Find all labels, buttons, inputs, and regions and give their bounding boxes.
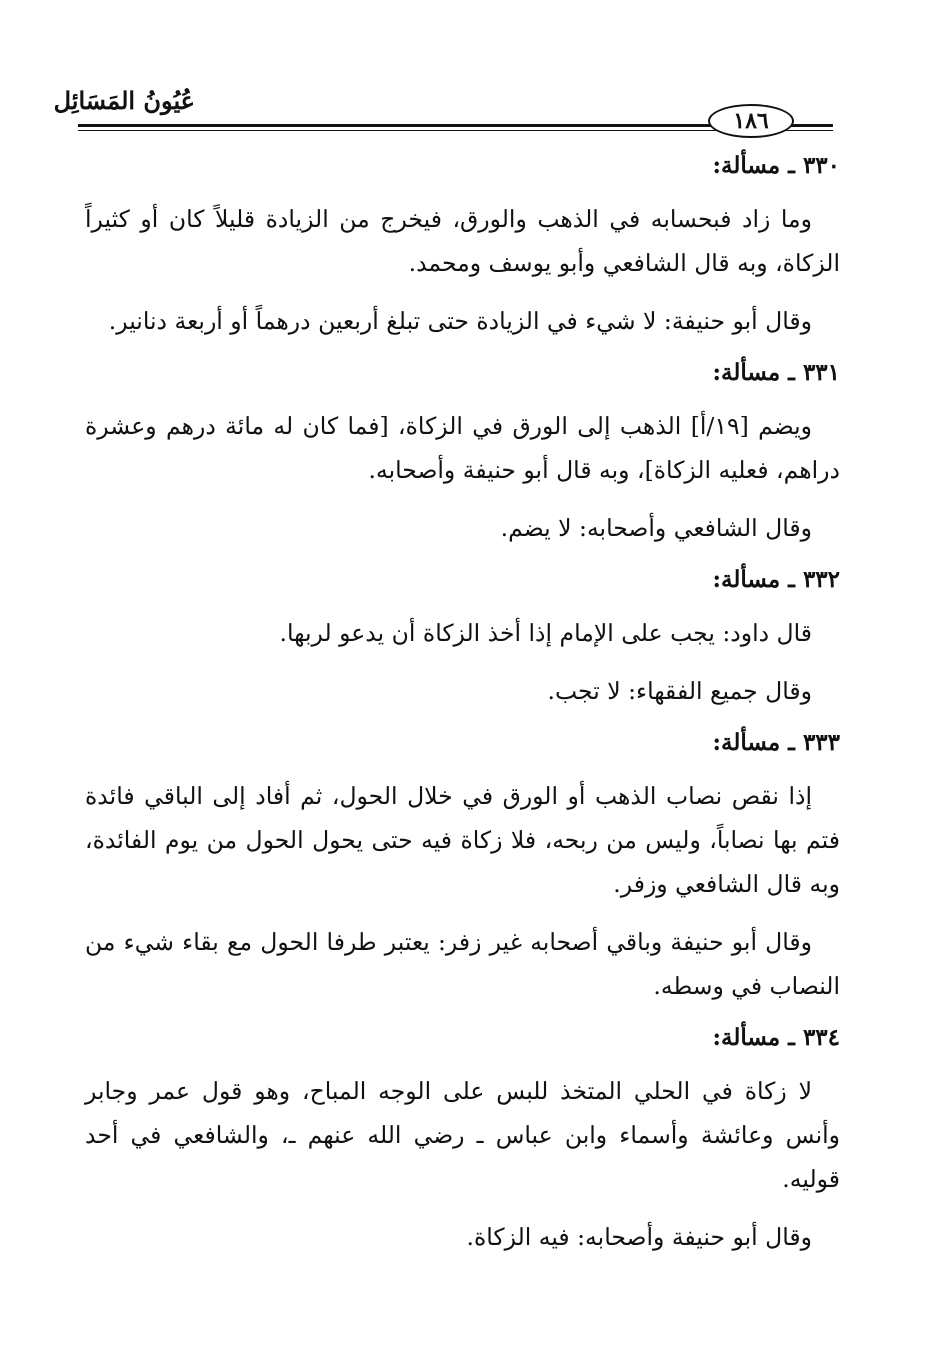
- paragraph: وقال أبو حنيفة وأصحابه: فيه الزكاة.: [466, 1223, 812, 1251]
- paragraph: إذا نقص نصاب الذهب أو الورق في خلال الحول، ثم أفاد إلى الباقي فائدة فتم بها نصاباً، وليس من ربحه، فلا زكاة فيه حتى يحول الحول من يوم الفائدة، وبه قال الشافعي وزفر.: [85, 782, 840, 898]
- issue-heading-333: ٣٣٣ ـ مسألة:: [712, 729, 840, 756]
- page-number: ١٨٦: [708, 104, 794, 138]
- paragraph: ويضم [١٩/أ] الذهب إلى الورق في الزكاة، [فما كان له مائة درهم وعشرة دراهم، فعليه الزكاة]، وبه قال أبو حنيفة وأصحابه.: [85, 412, 840, 484]
- page-body: [85, 150, 840, 1273]
- paragraph: وقال أبو حنيفة: لا شيء في الزيادة حتى تبلغ أربعين درهماً أو أربعة دنانير.: [108, 307, 812, 335]
- paragraph: وما زاد فبحسابه في الذهب والورق، فيخرج من الزيادة قليلاً كان أو كثيراً الزكاة، وبه قال الشافعي وأبو يوسف ومحمد.: [85, 205, 840, 277]
- paragraph: وقال جميع الفقهاء: لا تجب.: [547, 677, 812, 705]
- issue-heading-331: ٣٣١ ـ مسألة:: [712, 359, 840, 386]
- paragraph: قال داود: يجب على الإمام إذا أخذ الزكاة أن يدعو لربها.: [279, 619, 812, 647]
- book-title: عُيُونُ المَسَائِل: [53, 86, 195, 115]
- paragraph: وقال أبو حنيفة وباقي أصحابه غير زفر: يعتبر طرفا الحول مع بقاء شيء من النصاب في وسطه.: [85, 928, 840, 1000]
- issue-heading-332: ٣٣٢ ـ مسألة:: [712, 566, 840, 593]
- issue-heading-330: ٣٣٠ ـ مسألة:: [712, 152, 840, 179]
- paragraph: وقال الشافعي وأصحابه: لا يضم.: [500, 514, 812, 542]
- issue-heading-334: ٣٣٤ ـ مسألة:: [712, 1024, 840, 1051]
- paragraph: لا زكاة في الحلي المتخذ للبس على الوجه المباح، وهو قول عمر وجابر وأنس وعائشة وأسماء وابن عباس ـ رضي الله عنهم ـ، والشافعي في أحد قوليه.: [85, 1077, 840, 1193]
